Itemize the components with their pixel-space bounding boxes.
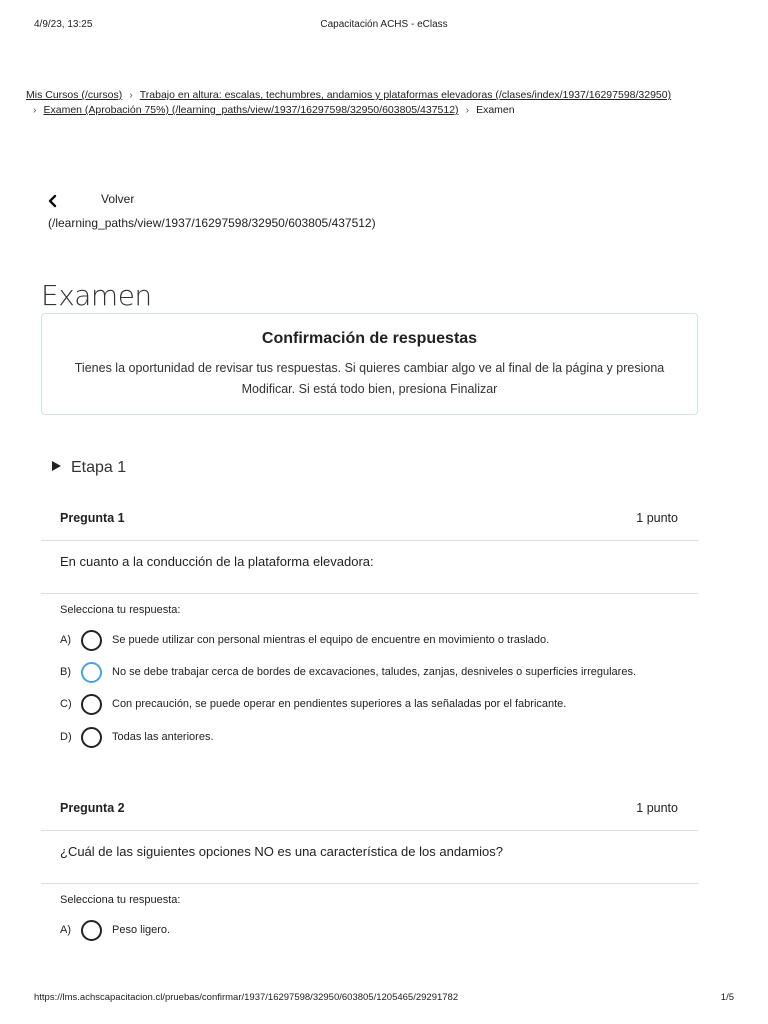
print-page-number: 1/5 xyxy=(720,992,734,1003)
radio-button[interactable] xyxy=(81,920,102,941)
print-page-title: Capacitación ACHS - eClass xyxy=(320,19,448,30)
print-datetime: 4/9/23, 13:25 xyxy=(34,19,93,30)
option-text: Se puede utilizar con personal mientras el equipo de encuentre en movimiento o traslado. xyxy=(112,634,550,646)
stage-toggle[interactable] xyxy=(52,459,126,477)
question-text: ¿Cuál de las siguientes opciones NO es una característica de los andamios? xyxy=(60,844,503,859)
question-card xyxy=(41,794,698,936)
chevron-left-icon xyxy=(46,194,60,208)
page-title: Examen xyxy=(41,279,152,312)
question-statement xyxy=(41,831,698,884)
question-text: En cuanto a la conducción de la plataforma elevadora: xyxy=(60,554,374,569)
radio-button[interactable] xyxy=(81,727,102,748)
triangle-right-icon xyxy=(52,461,61,471)
answer-option[interactable] xyxy=(60,727,690,751)
option-letter: D) xyxy=(60,731,72,743)
breadcrumb-link-course[interactable]: Trabajo en altura: escalas, techumbres, andamios y plataformas elevadoras (/clases/index/1937/16297598/32950) xyxy=(139,89,672,101)
radio-button[interactable] xyxy=(81,694,102,715)
back-link-path: (/learning_paths/view/1937/16297598/32950/603805/437512) xyxy=(48,216,376,230)
breadcrumb xyxy=(26,88,726,118)
answer-option[interactable] xyxy=(60,662,690,686)
breadcrumb-separator: › xyxy=(129,89,133,101)
breadcrumb-link-learning-path[interactable]: Examen (Aprobación 75%) (/learning_paths/view/1937/16297598/32950/603805/437512) xyxy=(43,104,459,116)
radio-button[interactable] xyxy=(81,662,102,683)
confirmation-message: Tienes la oportunidad de revisar tus respuestas. Si quieres cambiar algo ve al final de la página y presiona Modificar. Si está todo bien, presiona Finalizar xyxy=(74,361,665,396)
breadcrumb-separator: › xyxy=(465,104,470,116)
confirmation-panel xyxy=(41,313,698,415)
question-card xyxy=(41,504,698,743)
answer-option[interactable] xyxy=(60,630,690,654)
breadcrumb-current: Examen xyxy=(476,104,515,116)
option-text: Peso ligero. xyxy=(112,924,171,936)
question-title: Pregunta 2 xyxy=(60,801,125,815)
option-text: Todas las anteriores. xyxy=(112,731,214,743)
confirmation-heading: Confirmación de respuestas xyxy=(261,330,478,347)
breadcrumb-link-mis-cursos[interactable]: Mis Cursos (/cursos) xyxy=(26,89,123,101)
stage-label: Etapa 1 xyxy=(71,459,127,476)
option-letter: A) xyxy=(60,634,71,646)
question-points: 1 punto xyxy=(636,801,678,815)
back-link-label: Volver xyxy=(101,192,135,206)
radio-button[interactable] xyxy=(81,630,102,651)
question-header xyxy=(41,504,698,541)
option-letter: A) xyxy=(60,924,71,936)
question-points: 1 punto xyxy=(636,511,678,525)
answer-prompt: Selecciona tu respuesta: xyxy=(60,604,181,616)
answer-prompt: Selecciona tu respuesta: xyxy=(60,894,181,906)
option-text: Con precaución, se puede operar en pendientes superiores a las señaladas por el fabricante. xyxy=(112,698,567,710)
question-title: Pregunta 1 xyxy=(60,511,125,525)
option-letter: C) xyxy=(60,698,72,710)
breadcrumb-separator: › xyxy=(33,104,37,116)
option-letter: B) xyxy=(60,666,71,678)
question-statement xyxy=(41,541,698,594)
answer-option[interactable] xyxy=(60,694,690,718)
print-url: https://lms.achscapacitacion.cl/pruebas/confirmar/1937/16297598/32950/603805/1205465/29291782 xyxy=(34,992,459,1003)
question-header xyxy=(41,794,698,831)
answer-option[interactable] xyxy=(60,920,690,944)
option-text: No se debe trabajar cerca de bordes de excavaciones, taludes, zanjas, desniveles o superficies irregulares. xyxy=(112,666,637,678)
